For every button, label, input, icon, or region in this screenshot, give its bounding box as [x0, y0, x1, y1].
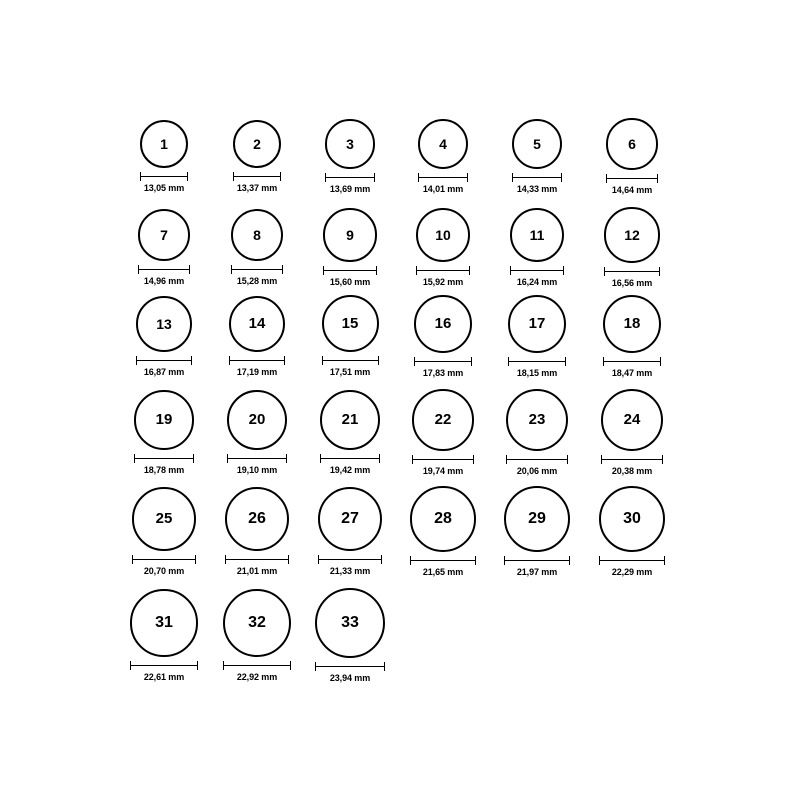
- diameter-label: 18,78 mm: [143, 464, 185, 475]
- ring-size-number: 31: [155, 613, 173, 631]
- ring-size-cell: [304, 119, 396, 193]
- diameter-label: 21,33 mm: [329, 566, 371, 577]
- diameter-measure-bar: [136, 356, 192, 365]
- diameter-measure-bar: [320, 454, 381, 463]
- diameter-label: 17,19 mm: [236, 367, 278, 378]
- ring-size-cell: [397, 486, 489, 576]
- diameter-label: 13,69 mm: [329, 183, 371, 194]
- diameter-label: 21,97 mm: [516, 567, 558, 577]
- diameter-label: 22,92 mm: [236, 671, 278, 682]
- diameter-measure-bar: [601, 455, 664, 464]
- ring-size-number: 4: [439, 135, 447, 152]
- ring-size-cell: [118, 487, 210, 575]
- diameter-measure-bar: [223, 661, 291, 670]
- ring-size-number: 2: [253, 135, 261, 152]
- ring-circle: [510, 208, 564, 262]
- diameter-label: 21,65 mm: [422, 566, 464, 577]
- diameter-measure-bar: [599, 556, 666, 565]
- diameter-label: 19,74 mm: [422, 465, 464, 476]
- diameter-label: 16,87 mm: [143, 366, 185, 377]
- diameter-label: 19,10 mm: [236, 465, 278, 476]
- ring-circle: [229, 296, 285, 352]
- diameter-measure-bar: [512, 173, 563, 182]
- ring-size-number: 29: [528, 509, 546, 527]
- diameter-label: 19,42 mm: [329, 465, 371, 476]
- ring-size-cell: [118, 390, 210, 475]
- ring-size-cell: [586, 295, 678, 379]
- diameter-measure-bar: [418, 173, 468, 182]
- diameter-label: 14,64 mm: [611, 184, 653, 195]
- ring-size-cell: [397, 208, 489, 287]
- diameter-measure-bar: [132, 555, 195, 564]
- ring-circle: [416, 208, 470, 262]
- ring-circle: [506, 389, 568, 451]
- ring-size-cell: [397, 295, 489, 378]
- ring-size-number: 5: [533, 135, 541, 152]
- ring-circle: [130, 589, 197, 656]
- ring-size-number: 18: [623, 315, 641, 333]
- diameter-label: 13,05 mm: [143, 183, 185, 193]
- ring-size-number: 20: [248, 411, 266, 429]
- ring-circle: [138, 209, 190, 261]
- ring-size-number: 33: [341, 614, 359, 631]
- diameter-measure-bar: [323, 266, 376, 275]
- ring-circle: [318, 487, 383, 552]
- ring-circle: [412, 389, 474, 451]
- ring-circle: [606, 118, 657, 169]
- diameter-label: 18,47 mm: [611, 368, 653, 379]
- diameter-label: 17,83 mm: [422, 367, 464, 378]
- ring-circle: [231, 209, 284, 262]
- ring-size-cell: [491, 208, 583, 287]
- ring-circle: [322, 295, 379, 352]
- diameter-label: 15,28 mm: [236, 276, 278, 287]
- ring-size-number: 1: [160, 136, 168, 152]
- ring-circle: [315, 588, 385, 658]
- ring-circle: [227, 390, 287, 450]
- diameter-measure-bar: [229, 356, 285, 365]
- ring-circle: [134, 390, 194, 450]
- ring-size-number: 16: [434, 315, 452, 333]
- ring-size-number: 9: [346, 226, 354, 243]
- diameter-measure-bar: [416, 266, 470, 275]
- ring-size-cell: [211, 390, 303, 475]
- diameter-measure-bar: [233, 172, 282, 181]
- ring-size-cell: [586, 118, 678, 194]
- diameter-label: 16,24 mm: [516, 277, 558, 288]
- diameter-label: 22,29 mm: [611, 567, 653, 578]
- ring-size-number: 30: [623, 509, 641, 527]
- diameter-label: 22,61 mm: [143, 671, 185, 682]
- diameter-measure-bar: [510, 266, 564, 275]
- diameter-label: 14,01 mm: [422, 183, 464, 194]
- ring-circle: [603, 295, 662, 354]
- diameter-measure-bar: [508, 357, 566, 366]
- diameter-label: 14,96 mm: [143, 275, 185, 286]
- ring-size-number: 14: [248, 315, 266, 333]
- diameter-label: 15,92 mm: [422, 276, 464, 287]
- ring-circle: [223, 589, 291, 657]
- diameter-measure-bar: [414, 357, 472, 366]
- diameter-label: 20,38 mm: [611, 466, 653, 477]
- ring-size-cell: [491, 389, 583, 476]
- diameter-measure-bar: [603, 357, 662, 366]
- diameter-measure-bar: [412, 455, 474, 464]
- ring-size-number: 10: [435, 226, 451, 243]
- ring-circle: [225, 487, 289, 551]
- diameter-measure-bar: [225, 555, 289, 564]
- diameter-label: 23,94 mm: [329, 673, 371, 683]
- ring-size-cell: [491, 486, 583, 577]
- ring-circle: [140, 120, 188, 168]
- ring-size-number: 32: [248, 613, 266, 631]
- ring-size-number: 19: [155, 411, 173, 429]
- diameter-measure-bar: [318, 555, 383, 564]
- diameter-measure-bar: [606, 174, 657, 183]
- ring-size-number: 13: [156, 315, 172, 332]
- ring-circle: [508, 295, 566, 353]
- diameter-measure-bar: [325, 173, 374, 182]
- ring-size-cell: [491, 295, 583, 378]
- ring-circle: [604, 207, 659, 262]
- diameter-measure-bar: [134, 454, 194, 463]
- diameter-label: 14,33 mm: [516, 184, 558, 195]
- ring-size-number: 8: [253, 226, 261, 243]
- diameter-measure-bar: [140, 172, 188, 181]
- ring-size-number: 15: [341, 315, 359, 333]
- ring-circle: [410, 486, 475, 551]
- diameter-measure-bar: [130, 661, 197, 670]
- ring-size-cell: [118, 120, 210, 193]
- ring-size-number: 27: [341, 509, 359, 527]
- ring-size-number: 3: [346, 135, 354, 152]
- ring-size-number: 28: [434, 509, 452, 527]
- ring-size-cell: [304, 208, 396, 286]
- ring-circle: [414, 295, 472, 353]
- ring-size-cell: [304, 487, 396, 577]
- diameter-measure-bar: [604, 267, 659, 276]
- ring-size-cell: [304, 295, 396, 377]
- ring-size-cell: [304, 390, 396, 476]
- ring-circle: [320, 390, 381, 451]
- ring-size-cell: [118, 589, 210, 681]
- ring-size-number: 7: [160, 226, 168, 243]
- ring-size-cell: [118, 296, 210, 377]
- ring-size-number: 17: [528, 315, 546, 333]
- ring-size-number: 23: [528, 411, 546, 429]
- ring-size-number: 26: [248, 509, 266, 527]
- diameter-label: 20,70 mm: [143, 565, 185, 576]
- ring-circle: [504, 486, 570, 552]
- diameter-label: 17,51 mm: [329, 367, 371, 378]
- ring-size-cell: [586, 486, 678, 578]
- diameter-label: 20,06 mm: [516, 466, 558, 477]
- ring-circle: [136, 296, 192, 352]
- ring-size-cell: [304, 588, 396, 683]
- ring-circle: [132, 487, 195, 550]
- diameter-measure-bar: [506, 455, 568, 464]
- diameter-label: 16,56 mm: [611, 277, 653, 288]
- ring-size-cell: [211, 120, 303, 194]
- ring-size-number: 12: [624, 226, 640, 243]
- diameter-label: 18,15 mm: [516, 368, 558, 379]
- diameter-label: 15,60 mm: [329, 276, 371, 287]
- diameter-measure-bar: [231, 265, 284, 274]
- ring-size-number: 24: [623, 411, 641, 429]
- ring-size-cell: [491, 119, 583, 195]
- ring-size-cell: [397, 119, 489, 194]
- ring-circle: [601, 389, 664, 452]
- ring-size-cell: [211, 296, 303, 377]
- ring-size-cell: [211, 487, 303, 576]
- diameter-measure-bar: [227, 454, 287, 463]
- diameter-measure-bar: [504, 556, 570, 565]
- diameter-measure-bar: [315, 662, 385, 671]
- ring-size-cell: [397, 389, 489, 476]
- ring-circle: [323, 208, 376, 261]
- diameter-label: 13,37 mm: [236, 183, 278, 194]
- ring-size-cell: [586, 207, 678, 287]
- ring-size-number: 25: [155, 510, 173, 528]
- ring-size-cell: [118, 209, 210, 286]
- ring-size-number: 11: [529, 226, 545, 243]
- ring-circle: [512, 119, 563, 170]
- ring-circle: [233, 120, 282, 169]
- ring-circle: [325, 119, 374, 168]
- ring-circle: [599, 486, 666, 553]
- ring-size-cell: [211, 589, 303, 682]
- ring-circle: [418, 119, 468, 169]
- ring-size-number: 6: [628, 135, 636, 152]
- ring-size-number: 22: [434, 411, 452, 429]
- diameter-measure-bar: [138, 265, 190, 274]
- ring-size-cell: [586, 389, 678, 477]
- diameter-measure-bar: [410, 556, 475, 565]
- diameter-label: 21,01 mm: [236, 566, 278, 577]
- ring-size-cell: [211, 209, 303, 287]
- ring-size-number: 21: [341, 411, 359, 429]
- diameter-measure-bar: [322, 356, 379, 365]
